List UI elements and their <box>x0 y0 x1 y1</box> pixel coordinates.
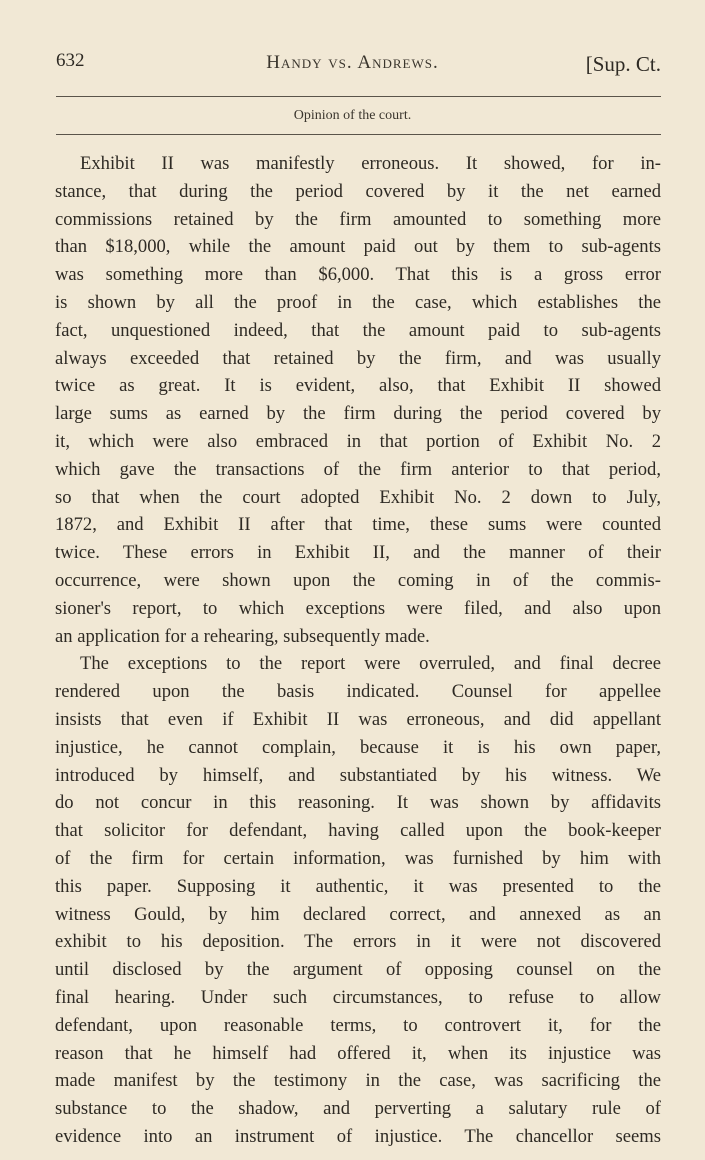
text-line: exhibit to his deposition. The errors in it were not discovered <box>55 931 661 953</box>
text-line: large sums as earned by the firm during the period covered by <box>55 403 661 425</box>
section-subheading: Opinion of the court. <box>293 108 412 123</box>
text-line: commissions retained by the firm amounted to something more <box>55 208 661 230</box>
text-line: is shown by all the proof in the case, which establishes the <box>55 291 661 313</box>
text-line: injustice, he cannot complain, because it is his own paper, <box>55 736 661 758</box>
text-line: defendant, upon reasonable terms, to controvert it, for the <box>55 1014 661 1036</box>
text-line: rendered upon the basis indicated. Counsel for appellee <box>55 681 661 703</box>
text-line: always exceeded that retained by the firm, and was usually <box>55 347 661 369</box>
text-line: insists that even if Exhibit II was erroneous, and did appellant <box>55 708 661 730</box>
running-title: Handy vs. Andrews. <box>266 52 439 73</box>
text-line: stance, that during the period covered by it the net earned <box>55 180 661 202</box>
court-label: [Sup. Ct. <box>585 52 661 76</box>
bottom-rule <box>56 134 661 135</box>
text-line: occurrence, were shown upon the coming in of the commis- <box>55 569 661 591</box>
text-line: of the firm for certain information, was furnished by him with <box>55 847 661 869</box>
text-line: substance to the shadow, and perverting a salutary rule of <box>55 1098 661 1120</box>
opinion-text <box>55 150 661 1151</box>
text-line: fact, unquestioned indeed, that the amount paid to sub-agents <box>55 319 661 341</box>
text-line: reason that he himself had offered it, when its injustice was <box>55 1042 661 1064</box>
text-line: do not concur in this reasoning. It was shown by affidavits <box>55 792 661 814</box>
text-line: so that when the court adopted Exhibit No. 2 down to July, <box>55 486 661 508</box>
text-line: evidence into an instrument of injustice. The chancellor seems <box>55 1125 661 1147</box>
text-line: an application for a rehearing, subsequently made. <box>55 625 430 647</box>
text-line: this paper. Supposing it authentic, it was presented to the <box>55 875 661 897</box>
text-line: introduced by himself, and substantiated by his witness. We <box>55 764 661 786</box>
text-line: was something more than $6,000. That this is a gross error <box>55 264 661 286</box>
text-line: Exhibit II was manifestly erroneous. It showed, for in- <box>80 153 661 174</box>
text-line: made manifest by the testimony in the case, was sacrificing the <box>55 1070 661 1092</box>
text-line: it, which were also embraced in that portion of Exhibit No. 2 <box>55 430 661 452</box>
top-rule <box>56 96 661 97</box>
text-line: twice as great. It is evident, also, that Exhibit II showed <box>55 375 661 397</box>
page-number: 632 <box>56 50 85 71</box>
text-line: twice. These errors in Exhibit II, and the manner of their <box>55 542 661 564</box>
text-line: witness Gould, by him declared correct, and annexed as an <box>55 903 661 925</box>
text-line: that solicitor for defendant, having called upon the book-keeper <box>55 820 661 842</box>
text-line: sioner's report, to which exceptions were filed, and also upon <box>55 597 661 619</box>
text-line: until disclosed by the argument of opposing counsel on the <box>55 959 661 981</box>
text-line: than $18,000, while the amount paid out by them to sub-agents <box>55 236 661 258</box>
text-line: The exceptions to the report were overruled, and final decree <box>80 653 661 675</box>
text-line: which gave the transactions of the firm anterior to that period, <box>55 458 661 480</box>
text-line: final hearing. Under such circumstances, to refuse to allow <box>55 986 661 1008</box>
text-line: 1872, and Exhibit II after that time, these sums were counted <box>55 514 661 536</box>
